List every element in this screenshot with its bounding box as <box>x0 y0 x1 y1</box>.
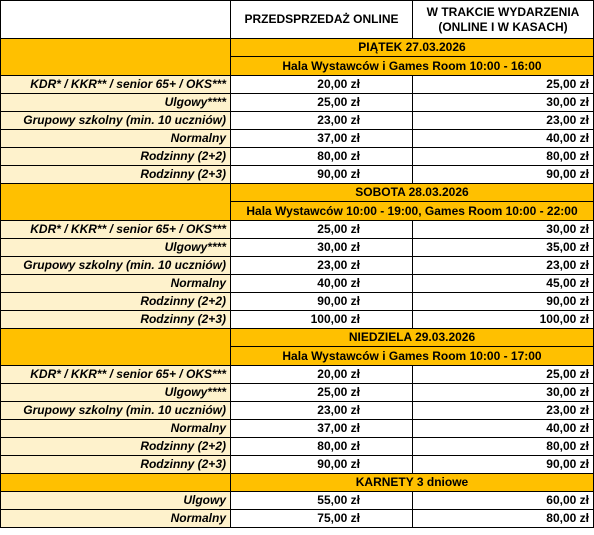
presale-price: 23,00 zł <box>317 113 360 127</box>
price-row <box>1 293 594 311</box>
price-row <box>1 510 594 528</box>
price-row <box>1 221 594 239</box>
price-row <box>1 130 594 148</box>
presale-price: 55,00 zł <box>317 493 360 507</box>
presale-price-cell <box>231 366 413 384</box>
presale-price: 40,00 zł <box>317 276 360 290</box>
presale-price: 23,00 zł <box>317 258 360 272</box>
ticket-type-label: Grupowy szkolny (min. 10 uczniów) <box>1 402 231 420</box>
presale-price: 25,00 zł <box>317 385 360 399</box>
ticket-type-label: KDR* / KKR** / senior 65+ / OKS*** <box>1 221 231 239</box>
event-price: 90,00 zł <box>413 293 594 311</box>
presale-price-cell <box>231 402 413 420</box>
event-price: 35,00 zł <box>413 239 594 257</box>
day-3-title-row <box>1 329 594 347</box>
event-price: 60,00 zł <box>413 492 594 510</box>
presale-price-cell <box>231 492 413 510</box>
presale-price: 37,00 zł <box>317 131 360 145</box>
price-row <box>1 112 594 130</box>
day-3-gold-cell <box>1 329 231 366</box>
price-row <box>1 492 594 510</box>
event-price: 90,00 zł <box>413 166 594 184</box>
presale-price-cell <box>231 257 413 275</box>
header-row <box>1 1 594 39</box>
passes-title: KARNETY 3 dniowe <box>231 474 594 492</box>
day-1-title-row <box>1 39 594 57</box>
presale-price-cell <box>231 293 413 311</box>
presale-price-cell <box>231 420 413 438</box>
day-2-hours: Hala Wystawców 10:00 - 19:00, Games Room 10:00 - 22:00 <box>231 202 594 221</box>
ticket-type-label: KDR* / KKR** / senior 65+ / OKS*** <box>1 76 231 94</box>
presale-price-cell <box>231 438 413 456</box>
passes-title-row <box>1 474 594 492</box>
ticket-type-label: Normalny <box>1 275 231 293</box>
ticket-type-label: Rodzinny (2+2) <box>1 438 231 456</box>
event-price: 30,00 zł <box>413 221 594 239</box>
presale-price: 23,00 zł <box>317 403 360 417</box>
presale-price: 25,00 zł <box>317 222 360 236</box>
day-1-gold-cell <box>1 39 231 76</box>
price-row <box>1 366 594 384</box>
day-1-hours: Hala Wystawców i Games Room 10:00 - 16:00 <box>231 57 594 76</box>
presale-price: 80,00 zł <box>317 439 360 453</box>
day-3-hours: Hala Wystawców i Games Room 10:00 - 17:00 <box>231 347 594 366</box>
ticket-type-label: Rodzinny (2+2) <box>1 293 231 311</box>
presale-price-cell <box>231 510 413 528</box>
price-row <box>1 311 594 329</box>
ticket-type-label: Ulgowy**** <box>1 94 231 112</box>
ticket-type-label: Ulgowy**** <box>1 239 231 257</box>
day-2-title-row <box>1 184 594 202</box>
presale-price-cell <box>231 112 413 130</box>
header-event <box>413 1 594 39</box>
presale-price-cell <box>231 311 413 329</box>
header-presale: PRZEDSPRZEDAŻ ONLINE <box>231 1 413 39</box>
day-1-title: PIĄTEK 27.03.2026 <box>231 39 594 57</box>
ticket-type-label: Rodzinny (2+2) <box>1 148 231 166</box>
ticket-type-label: KDR* / KKR** / senior 65+ / OKS*** <box>1 366 231 384</box>
presale-price-cell <box>231 275 413 293</box>
header-event-line1: W TRAKCIE WYDARZENIA <box>426 4 580 19</box>
price-row <box>1 166 594 184</box>
ticket-type-label: Normalny <box>1 420 231 438</box>
price-row <box>1 275 594 293</box>
presale-price: 100,00 zł <box>310 312 360 326</box>
presale-price: 90,00 zł <box>317 167 360 181</box>
presale-price-cell <box>231 148 413 166</box>
event-price: 40,00 zł <box>413 130 594 148</box>
event-price: 100,00 zł <box>413 311 594 329</box>
event-price: 90,00 zł <box>413 456 594 474</box>
price-row <box>1 402 594 420</box>
presale-price: 20,00 zł <box>317 367 360 381</box>
ticket-type-label: Rodzinny (2+3) <box>1 456 231 474</box>
presale-price: 25,00 zł <box>317 95 360 109</box>
presale-price-cell <box>231 221 413 239</box>
ticket-type-label: Ulgowy**** <box>1 384 231 402</box>
day-3-title: NIEDZIELA 29.03.2026 <box>231 329 594 347</box>
presale-price: 90,00 zł <box>317 294 360 308</box>
event-price: 80,00 zł <box>413 438 594 456</box>
price-row <box>1 438 594 456</box>
presale-price: 80,00 zł <box>317 149 360 163</box>
event-price: 25,00 zł <box>413 76 594 94</box>
event-price: 80,00 zł <box>413 148 594 166</box>
presale-price-cell <box>231 166 413 184</box>
presale-price-cell <box>231 94 413 112</box>
presale-price-cell <box>231 456 413 474</box>
ticket-type-label: Normalny <box>1 510 231 528</box>
presale-price: 90,00 zł <box>317 457 360 471</box>
header-event-line2: (ONLINE I W KASACH) <box>438 19 568 34</box>
ticket-type-label: Rodzinny (2+3) <box>1 166 231 184</box>
day-2-title: SOBOTA 28.03.2026 <box>231 184 594 202</box>
event-price: 30,00 zł <box>413 94 594 112</box>
ticket-type-label: Grupowy szkolny (min. 10 uczniów) <box>1 112 231 130</box>
event-price: 23,00 zł <box>413 257 594 275</box>
ticket-type-label: Rodzinny (2+3) <box>1 311 231 329</box>
ticket-type-label: Grupowy szkolny (min. 10 uczniów) <box>1 257 231 275</box>
passes-gold-cell <box>1 474 231 492</box>
presale-price-cell <box>231 130 413 148</box>
price-row <box>1 94 594 112</box>
presale-price: 75,00 zł <box>317 511 360 525</box>
price-row <box>1 239 594 257</box>
presale-price-cell <box>231 76 413 94</box>
presale-price-cell <box>231 239 413 257</box>
event-price: 23,00 zł <box>413 402 594 420</box>
presale-price: 37,00 zł <box>317 421 360 435</box>
event-price: 25,00 zł <box>413 366 594 384</box>
presale-price-cell <box>231 384 413 402</box>
ticket-type-label: Ulgowy <box>1 492 231 510</box>
event-price: 40,00 zł <box>413 420 594 438</box>
day-2-gold-cell <box>1 184 231 221</box>
header-blank-cell <box>1 1 231 39</box>
price-row <box>1 257 594 275</box>
event-price: 30,00 zł <box>413 384 594 402</box>
event-price: 23,00 zł <box>413 112 594 130</box>
event-price: 45,00 zł <box>413 275 594 293</box>
presale-price: 20,00 zł <box>317 77 360 91</box>
event-price: 80,00 zł <box>413 510 594 528</box>
ticket-type-label: Normalny <box>1 130 231 148</box>
price-row <box>1 456 594 474</box>
price-row <box>1 148 594 166</box>
presale-price: 30,00 zł <box>317 240 360 254</box>
price-row <box>1 420 594 438</box>
price-row <box>1 76 594 94</box>
price-row <box>1 384 594 402</box>
